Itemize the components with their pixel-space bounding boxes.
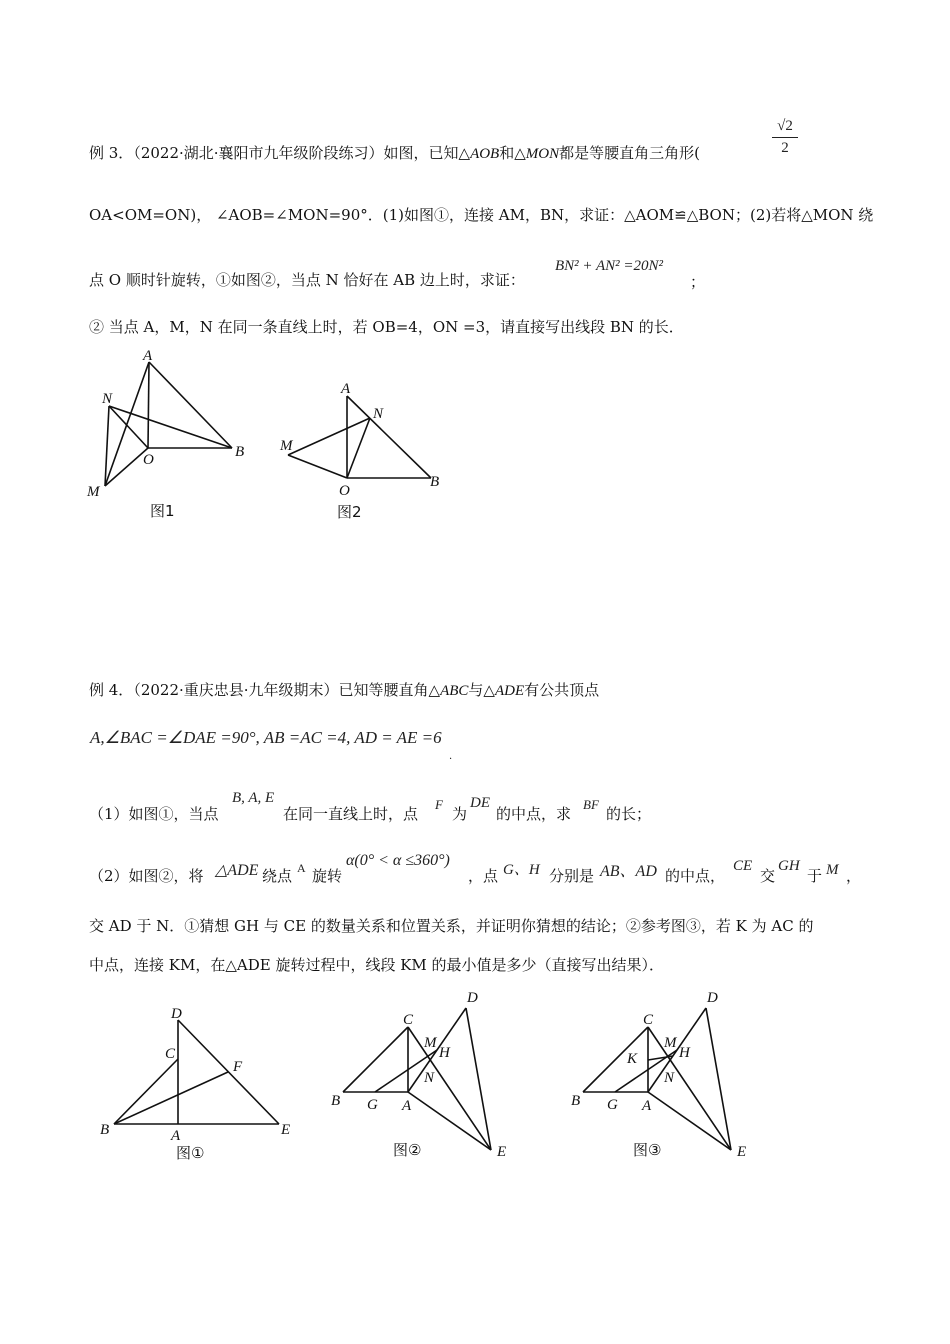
ex4-q2-text-d: ，点 (468, 867, 499, 885)
ex4-q2-text-b: 绕点 (262, 867, 293, 885)
ex4-q1-text: （1）如图①，当点 (89, 805, 219, 823)
ex4-q1-f: F (435, 797, 443, 812)
segment-ao (148, 362, 149, 448)
label-b: B (430, 474, 440, 490)
ex3-source: （2022·湖北·襄阳市九年级阶段练习）如图，已知 (133, 144, 459, 162)
ex4-q1-text-b: 在同一直线上时，点 (283, 805, 419, 823)
label-b: B (331, 1093, 341, 1109)
ex4-q2-gh2: GH (778, 858, 800, 874)
ex3-desc: 都是等腰直角三角形( (559, 144, 700, 162)
ex4-q2-text-e: 分别是 (549, 867, 595, 885)
label-m: M (424, 1035, 437, 1051)
ex4-label: 例 4． (89, 681, 134, 699)
ex3-frac-den: 2 (781, 140, 789, 156)
label-n: N (664, 1070, 675, 1086)
ex4-q1-bf: BF (583, 797, 599, 812)
ex3-tri-mon: △MON (514, 146, 560, 162)
ex4-figure-2 (325, 985, 525, 1165)
label-a: A (143, 348, 153, 364)
ex4-q1-de: DE (470, 795, 490, 811)
ex3-line3-math: BN² + AN² =20N² (555, 258, 664, 274)
ex4-q2-ab-ad: AB、AD (600, 863, 657, 880)
ex4-condition-end: . (449, 751, 453, 762)
ex4-q2-a: A (297, 861, 306, 875)
segment-bc (343, 1027, 408, 1092)
ex4-with: 与 (468, 681, 484, 699)
ex4-q2-text-a: （2）如图②，将 (89, 867, 204, 885)
ex4-q1-text-e: 的长； (606, 805, 652, 823)
ex4-q2-text-i: ， (846, 867, 862, 885)
label-h: H (679, 1045, 690, 1061)
label-e: E (281, 1122, 291, 1138)
ex3-and: 和 (499, 144, 515, 162)
ex4-fig1-caption: 图① (176, 1144, 205, 1162)
label-m: M (280, 438, 293, 454)
label-n: N (373, 406, 384, 422)
ex3-line2: OA<OM=ON)， ∠AOB=∠MON=90°．(1)如图①，连接 AM，BN，求证：△AOM≌△BON；(2)若将△MON 绕 (89, 206, 874, 224)
ex4-source: （2022·重庆忠县·九年级期末）已知等腰直角 (133, 681, 429, 699)
ex4-fig3-caption: 图③ (633, 1141, 662, 1159)
ex4-figure-3 (565, 985, 765, 1165)
segment-bc (583, 1027, 648, 1092)
label-d: D (467, 990, 478, 1006)
ex4-q2-m: M (826, 862, 839, 878)
label-h: H (439, 1045, 450, 1061)
ex3-line4: ② 当点 A，M，N 在同一条直线上时，若 OB=4，ON =3，请直接写出线段 BN 的长． (89, 318, 684, 336)
ex3-label: 例 3． (89, 144, 134, 162)
label-b: B (100, 1122, 110, 1138)
label-c: C (403, 1012, 414, 1028)
label-b: B (235, 444, 245, 460)
ex4-figure-1 (92, 1000, 312, 1170)
ex4-q2-ce: CE (733, 858, 753, 874)
ex4-q2-alpha: α(0° < α ≤360°) (346, 852, 450, 869)
ex4-q2-text-f: 的中点， (665, 867, 726, 885)
ex3-line1 (89, 146, 700, 162)
ex3-line3b: ； (690, 273, 706, 291)
ex3-tri-aob: △AOB (458, 146, 500, 162)
label-e: E (497, 1144, 507, 1160)
ex4-line1 (89, 683, 599, 699)
label-c: C (643, 1012, 654, 1028)
ex4-condition: A,∠BAC =∠DAE =90°, AB =AC =4, AD = AE =6 (90, 728, 442, 747)
ex4-q2-tri: △ADE (215, 862, 259, 879)
segment-de (706, 1008, 731, 1150)
segment-nm (105, 406, 109, 486)
ex3-line3 (89, 273, 525, 288)
segment-ab (149, 362, 232, 448)
label-a: A (402, 1098, 412, 1114)
ex4-tri-ade: △ADE (483, 683, 525, 699)
segment-bc (114, 1059, 178, 1124)
segment-de (178, 1020, 279, 1124)
label-m: M (87, 484, 100, 500)
segment-de (466, 1008, 491, 1150)
label-m: M (664, 1035, 677, 1051)
label-g: G (367, 1097, 378, 1113)
label-n: N (424, 1070, 435, 1086)
label-d: D (707, 990, 718, 1006)
label-o: O (339, 483, 350, 499)
ex4-q2-text-h: 于 (807, 867, 823, 885)
label-d: D (171, 1006, 182, 1022)
label-o: O (143, 452, 154, 468)
label-n: N (102, 391, 113, 407)
ex4-q1-text-d: 的中点，求 (496, 805, 572, 823)
ex3-frac-num: √2 (772, 118, 798, 138)
label-a: A (341, 381, 351, 397)
label-g: G (607, 1097, 618, 1113)
ex3-figure-2 (275, 372, 455, 532)
ex4-q1-text-c: 为 (452, 805, 468, 823)
ex4-q1-points: B, A, E (232, 790, 275, 806)
ex3-line3a: 点 O 顺时针旋转，①如图②，当点 N 恰好在 AB 边上时，求证： (89, 271, 525, 289)
ex3-figure-1 (80, 340, 270, 530)
ex4-q2-text-g: 交 (760, 867, 776, 885)
ex4-tail: 有公共顶点 (524, 681, 600, 699)
label-f: F (233, 1059, 243, 1075)
label-e: E (737, 1144, 747, 1160)
ex4-fig2-caption: 图② (393, 1141, 422, 1159)
ex4-tri-abc: △ABC (428, 683, 469, 699)
ex4-q2-text-c: 旋转 (312, 867, 343, 885)
label-a: A (642, 1098, 652, 1114)
label-c: C (165, 1046, 176, 1062)
ex4-line4: 中点，连接 KM，在△ADE 旋转过程中，线段 KM 的最小值是多少（直接写出结果）． (89, 956, 665, 974)
label-b: B (571, 1093, 581, 1109)
ex3-fraction (772, 118, 798, 157)
segment-bf (114, 1072, 228, 1124)
label-k: K (627, 1051, 638, 1067)
ex3-fig1-caption: 图1 (150, 502, 175, 520)
label-a: A (171, 1128, 181, 1144)
segment-ab (347, 396, 431, 478)
ex4-line3: 交 AD 于 N．①猜想 GH 与 CE 的数量关系和位置关系，并证明你猜想的结论；②参考图③，若 K 为 AC 的 (89, 917, 814, 935)
ex3-fig2-caption: 图2 (337, 503, 362, 521)
segment-mo (288, 455, 347, 478)
ex4-q2-gh: G、H (503, 862, 540, 878)
